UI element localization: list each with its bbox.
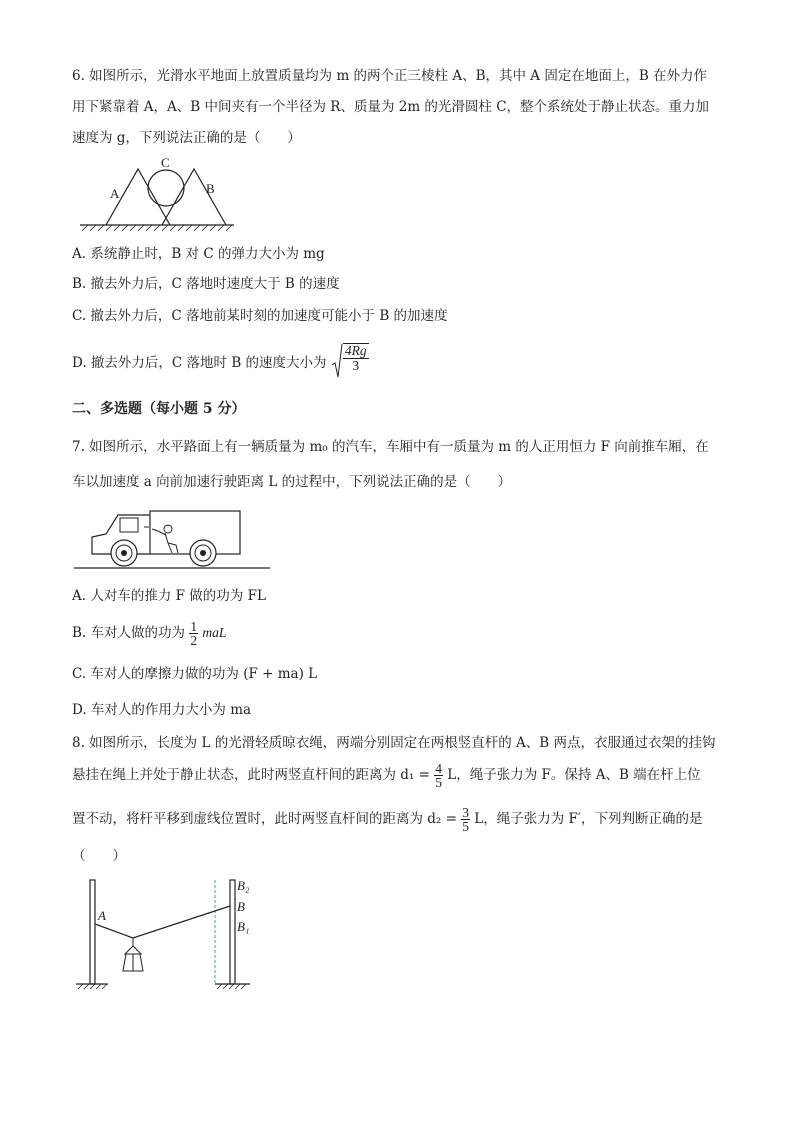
label-b1: B₁ xyxy=(237,919,250,934)
q8-line2-start: 悬挂在绳上并处于静止状态，此时两竖直杆间的距离为 d₁ = xyxy=(72,767,430,783)
q7-option-b xyxy=(72,618,226,648)
q7-option-b-text: B. 车对人做的功为 xyxy=(72,625,186,641)
left-pole xyxy=(90,880,95,984)
q8-line1: 8. 如图所示，长度为 L 的光滑轻质晾衣绳，两端分别固定在两根竖直杆的 A、B 两点，衣服通过衣架的挂钩 xyxy=(72,735,716,751)
fraction xyxy=(189,620,198,647)
q7-option-d: D. 车对人的作用力大小为 ma xyxy=(72,702,252,718)
q8-line2-end: L，绳子张力为 F。保持 A、B 端在杆上位 xyxy=(447,767,701,783)
hanger-with-clothes xyxy=(123,938,143,971)
section-heading: 二、多选题（每小题 5 分） xyxy=(72,401,246,417)
label-a: A xyxy=(110,186,120,201)
q7-option-a: A. 人对车的推力 F 做的功为 FL xyxy=(72,588,266,604)
q7-line2: 车以加速度 a 向前加速行驶距离 L 的过程中，下列说法正确的是（ ） xyxy=(72,474,512,490)
pushing-person xyxy=(152,525,178,553)
q6-line3: 速度为 g，下列说法正确的是（ ） xyxy=(72,130,301,146)
label-b: B xyxy=(237,899,245,914)
ground-hatch xyxy=(82,225,232,231)
cab-window xyxy=(120,518,138,532)
cylinder-c xyxy=(148,170,184,206)
q6-option-d-text: D. 撤去外力后，C 落地时 B 的速度大小为 xyxy=(72,355,327,371)
label-c: C xyxy=(161,155,170,170)
q7-figure xyxy=(72,505,272,575)
q6-figure xyxy=(78,152,238,232)
q6-line2: 用下紧靠着 A，A、B 中间夹有一个半径为 R、质量为 2m 的光滑圆柱 C，整个系统处于静止状态。重力加 xyxy=(72,99,710,115)
fraction-numerator: 4 xyxy=(435,761,442,776)
fraction-numerator: 1 xyxy=(190,619,198,634)
fraction-numerator: 3 xyxy=(462,805,469,820)
clothesline xyxy=(95,906,230,938)
right-pole xyxy=(230,880,235,984)
q6-option-d xyxy=(72,343,369,384)
q6-option-a: A. 系统静止时，B 对 C 的弹力大小为 mg xyxy=(72,246,325,262)
fraction xyxy=(461,806,470,833)
q6-line1: 6. 如图所示，光滑水平地面上放置质量均为 m 的两个正三棱柱 A、B，其中 A 固定在地面上，B 在外力作 xyxy=(72,68,708,84)
q8-line4: （ ） xyxy=(72,848,126,864)
q8-line3-start: 置不动，将杆平移到虚线位置时，此时两竖直杆间的距离为 d₂ = xyxy=(72,811,457,827)
fraction-denominator: 5 xyxy=(435,775,442,790)
sqrt-denominator: 3 xyxy=(352,358,360,373)
label-b2: B₂ xyxy=(237,878,250,893)
label-a: A xyxy=(98,908,106,923)
fraction xyxy=(434,762,443,789)
q7-option-b-tail: maL xyxy=(202,625,227,640)
left-ground-hatch xyxy=(76,984,108,989)
sqrt-numerator: 4Rg xyxy=(344,343,367,358)
right-ground-hatch xyxy=(215,984,250,989)
sqrt-expression xyxy=(331,343,369,384)
q7-line1: 7. 如图所示，水平路面上有一辆质量为 m₀ 的汽车，车厢中有一质量为 m 的人正用恒力 F 向前推车厢，在 xyxy=(72,439,709,455)
q8-line3-end: L，绳子张力为 F′，下列判断正确的是 xyxy=(474,811,703,827)
q6-option-b: B. 撤去外力后，C 落地时速度大于 B 的速度 xyxy=(72,276,340,292)
label-b: B xyxy=(206,181,215,196)
prism-b xyxy=(162,169,226,225)
q8-line3 xyxy=(72,802,703,836)
fraction-denominator: 2 xyxy=(190,633,198,648)
fraction-denominator: 5 xyxy=(462,819,469,834)
q7-option-c: C. 车对人的摩擦力做的功为 (F + ma) L xyxy=(72,666,318,682)
q8-line2 xyxy=(72,758,701,792)
q8-figure xyxy=(74,876,254,992)
q6-option-c: C. 撤去外力后，C 落地前某时刻的加速度可能小于 B 的加速度 xyxy=(72,308,448,324)
